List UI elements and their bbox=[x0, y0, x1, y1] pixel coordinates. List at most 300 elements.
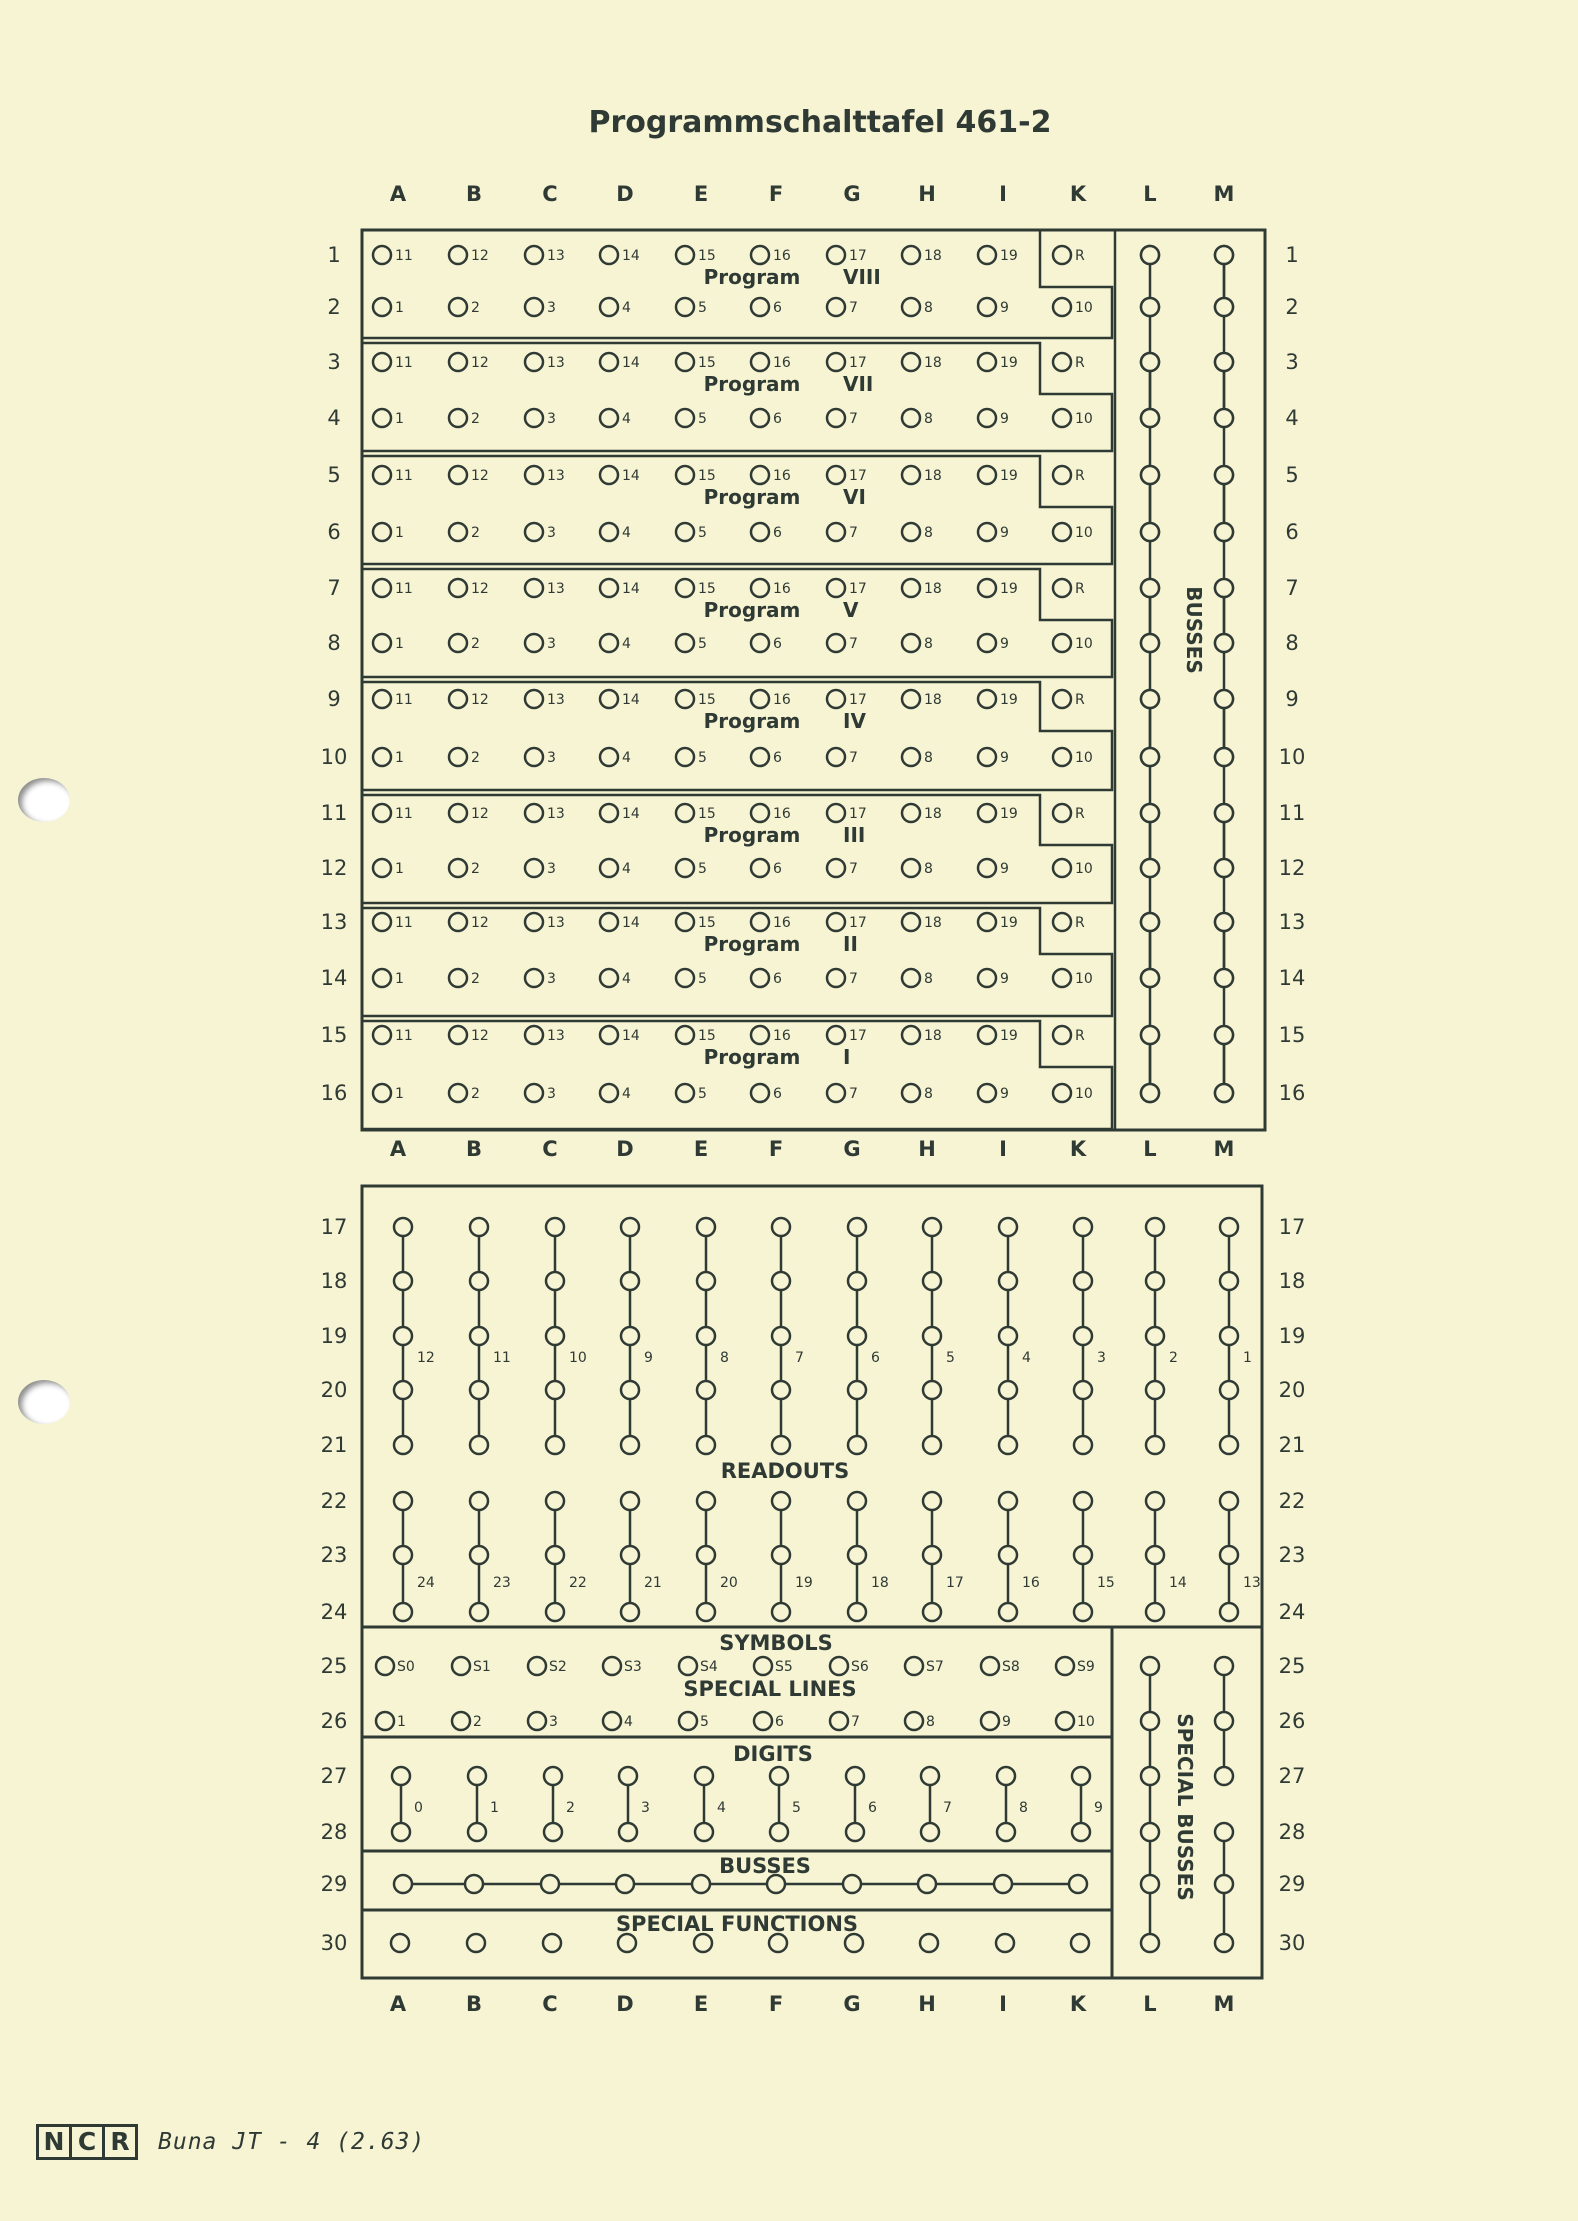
busses-vertical-label: BUSSES bbox=[1182, 586, 1206, 674]
program-hub-label: 11 bbox=[395, 355, 413, 371]
program-hub-label: 9 bbox=[1000, 1086, 1009, 1102]
bus-hub bbox=[1141, 523, 1159, 541]
readout-hub bbox=[923, 1546, 941, 1564]
program-hub bbox=[978, 523, 996, 541]
program-hub-label: 9 bbox=[1000, 525, 1009, 541]
program-hub-label: 6 bbox=[773, 636, 782, 652]
readout-hub bbox=[772, 1327, 790, 1345]
readout-hub bbox=[621, 1218, 639, 1236]
bus-row-hub bbox=[692, 1875, 710, 1893]
program-hub-label: 14 bbox=[622, 692, 640, 708]
readout-number: 4 bbox=[1022, 1350, 1031, 1366]
program-hub-label: 11 bbox=[395, 1028, 413, 1044]
readout-number: 11 bbox=[493, 1350, 511, 1366]
program-numeral: VI bbox=[843, 485, 866, 509]
program-hub-label: 15 bbox=[698, 355, 716, 371]
special-line-hub-label: 3 bbox=[549, 1714, 558, 1730]
program-hub-label: 18 bbox=[924, 1028, 942, 1044]
program-numeral: I bbox=[843, 1045, 851, 1069]
program-hub bbox=[827, 246, 845, 264]
special-line-hub-label: 2 bbox=[473, 1714, 482, 1730]
column-letter: B bbox=[465, 182, 483, 206]
program-hub-label: 4 bbox=[622, 1086, 631, 1102]
program-hub-label: 8 bbox=[924, 300, 933, 316]
special-bus-hub bbox=[1141, 1657, 1159, 1675]
row-number-right: 30 bbox=[1278, 1931, 1306, 1955]
program-hub-label: 17 bbox=[849, 692, 867, 708]
digit-hub bbox=[1072, 1767, 1090, 1785]
bus-hub bbox=[1215, 690, 1233, 708]
row-number-left: 7 bbox=[327, 576, 341, 600]
program-hub-label: 3 bbox=[547, 861, 556, 877]
readout-hub bbox=[1074, 1492, 1092, 1510]
row-number-right: 23 bbox=[1278, 1543, 1306, 1567]
row-number-right: 11 bbox=[1278, 801, 1306, 825]
program-hub-label: 12 bbox=[471, 581, 489, 597]
program-hub-label: 18 bbox=[924, 468, 942, 484]
program-hub bbox=[902, 1084, 920, 1102]
readout-number: 5 bbox=[946, 1350, 955, 1366]
readout-hub bbox=[394, 1546, 412, 1564]
readout-hub bbox=[621, 1492, 639, 1510]
program-hub-label: 7 bbox=[849, 300, 858, 316]
readout-hub bbox=[470, 1327, 488, 1345]
special-functions-label: SPECIAL FUNCTIONS bbox=[615, 1912, 859, 1936]
program-numeral: III bbox=[843, 823, 866, 847]
program-hub bbox=[373, 969, 391, 987]
readout-number: 7 bbox=[795, 1350, 804, 1366]
readout-number: 20 bbox=[720, 1575, 738, 1591]
readout-hub bbox=[394, 1603, 412, 1621]
program-hub bbox=[676, 748, 694, 766]
row-number-left: 8 bbox=[327, 631, 341, 655]
program-hub bbox=[600, 634, 618, 652]
program-hub bbox=[600, 804, 618, 822]
digit-hub bbox=[619, 1767, 637, 1785]
row-number-left: 10 bbox=[320, 745, 348, 769]
program-hub-label: 12 bbox=[471, 248, 489, 264]
readout-hub bbox=[394, 1327, 412, 1345]
readout-hub bbox=[772, 1218, 790, 1236]
readout-hub bbox=[470, 1546, 488, 1564]
digit-number: 5 bbox=[792, 1800, 801, 1816]
readout-hub bbox=[546, 1492, 564, 1510]
readout-hub bbox=[470, 1492, 488, 1510]
row-number-right: 26 bbox=[1278, 1709, 1306, 1733]
special-line-hub bbox=[452, 1712, 470, 1730]
bus-hub bbox=[1141, 1026, 1159, 1044]
special-function-hub bbox=[1071, 1934, 1089, 1952]
program-hub-label: 16 bbox=[773, 355, 791, 371]
readout-number: 16 bbox=[1022, 1575, 1040, 1591]
bus-row-hub bbox=[1069, 1875, 1087, 1893]
special-line-hub-label: 4 bbox=[624, 1714, 633, 1730]
program-hub-label: 5 bbox=[698, 750, 707, 766]
program-hub bbox=[449, 579, 467, 597]
digit-number: 2 bbox=[566, 1800, 575, 1816]
column-letter: E bbox=[693, 1137, 709, 1161]
program-hub bbox=[525, 409, 543, 427]
program-hub bbox=[902, 298, 920, 316]
special-bus-hub bbox=[1141, 1767, 1159, 1785]
page-title: Programmschalttafel 461-2 bbox=[588, 105, 1052, 140]
readout-hub bbox=[848, 1381, 866, 1399]
program-hub bbox=[751, 634, 769, 652]
readout-hub bbox=[470, 1436, 488, 1454]
column-letter: M bbox=[1213, 1992, 1235, 2016]
program-word: Program bbox=[703, 1045, 801, 1069]
readout-hub bbox=[697, 1546, 715, 1564]
program-hub bbox=[525, 1084, 543, 1102]
readout-hub bbox=[546, 1272, 564, 1290]
program-hub bbox=[676, 804, 694, 822]
program-hub-label: 9 bbox=[1000, 861, 1009, 877]
program-hub-label: 8 bbox=[924, 971, 933, 987]
bus-hub bbox=[1141, 913, 1159, 931]
row-number-left: 14 bbox=[320, 966, 348, 990]
program-hub bbox=[751, 298, 769, 316]
bus-hub bbox=[1141, 466, 1159, 484]
digit-number: 6 bbox=[868, 1800, 877, 1816]
program-hub bbox=[525, 634, 543, 652]
symbol-hub-label: S8 bbox=[1002, 1659, 1020, 1675]
digit-hub bbox=[997, 1823, 1015, 1841]
digit-hub bbox=[695, 1767, 713, 1785]
row-number-right: 13 bbox=[1278, 910, 1306, 934]
program-hub bbox=[827, 1084, 845, 1102]
readout-hub bbox=[697, 1327, 715, 1345]
readout-hub bbox=[999, 1492, 1017, 1510]
program-hub bbox=[525, 748, 543, 766]
program-hub-label: 5 bbox=[698, 525, 707, 541]
program-hub bbox=[978, 579, 996, 597]
readout-hub bbox=[1146, 1546, 1164, 1564]
program-hub-label: R bbox=[1075, 915, 1085, 931]
program-hub bbox=[978, 246, 996, 264]
program-word: Program bbox=[703, 932, 801, 956]
readout-number: 3 bbox=[1097, 1350, 1106, 1366]
digit-number: 1 bbox=[490, 1800, 499, 1816]
readout-hub bbox=[1220, 1218, 1238, 1236]
program-hub bbox=[978, 1084, 996, 1102]
bus-hub bbox=[1215, 804, 1233, 822]
column-letter: F bbox=[768, 182, 784, 206]
program-hub bbox=[373, 859, 391, 877]
program-hub bbox=[373, 1026, 391, 1044]
digit-hub bbox=[619, 1823, 637, 1841]
footer-form-code: Buna JT - 4 (2.63) bbox=[158, 2129, 426, 2155]
program-hub-label: 19 bbox=[1000, 581, 1018, 597]
program-hub-label: 10 bbox=[1075, 861, 1093, 877]
readout-hub bbox=[999, 1218, 1017, 1236]
special-bus-hub bbox=[1215, 1712, 1233, 1730]
program-hub-label: 6 bbox=[773, 861, 782, 877]
readout-hub bbox=[1220, 1603, 1238, 1621]
digit-number: 4 bbox=[717, 1800, 726, 1816]
program-hub-label: 11 bbox=[395, 692, 413, 708]
column-letter: D bbox=[616, 1992, 634, 2016]
digit-hub bbox=[544, 1823, 562, 1841]
program-hub bbox=[1053, 246, 1071, 264]
special-bus-hub bbox=[1215, 1657, 1233, 1675]
program-hub-label: 7 bbox=[849, 411, 858, 427]
bus-row-hub bbox=[994, 1875, 1012, 1893]
symbol-hub-label: S9 bbox=[1077, 1659, 1095, 1675]
row-number-left: 3 bbox=[327, 350, 341, 374]
readout-hub bbox=[923, 1327, 941, 1345]
program-hub bbox=[978, 969, 996, 987]
special-function-hub bbox=[618, 1934, 636, 1952]
readout-hub bbox=[546, 1546, 564, 1564]
program-hub bbox=[676, 913, 694, 931]
program-hub-label: 4 bbox=[622, 971, 631, 987]
program-hub bbox=[1053, 523, 1071, 541]
readout-number: 24 bbox=[417, 1575, 435, 1591]
symbol-hub bbox=[1056, 1657, 1074, 1675]
row-number-left: 17 bbox=[320, 1215, 348, 1239]
row-number-left: 15 bbox=[320, 1023, 348, 1047]
digit-hub bbox=[770, 1823, 788, 1841]
program-hub bbox=[449, 1026, 467, 1044]
readout-hub bbox=[394, 1218, 412, 1236]
bus-hub bbox=[1141, 353, 1159, 371]
bus-row-hub bbox=[616, 1875, 634, 1893]
symbol-hub bbox=[603, 1657, 621, 1675]
row-number-right: 5 bbox=[1285, 463, 1299, 487]
readout-hub bbox=[1220, 1381, 1238, 1399]
digit-hub bbox=[1072, 1823, 1090, 1841]
program-hub bbox=[902, 690, 920, 708]
row-number-left: 1 bbox=[327, 243, 341, 267]
program-word: Program bbox=[703, 709, 801, 733]
program-hub bbox=[827, 579, 845, 597]
program-hub bbox=[600, 913, 618, 931]
readout-hub bbox=[772, 1436, 790, 1454]
readout-hub bbox=[621, 1272, 639, 1290]
program-hub bbox=[449, 409, 467, 427]
row-number-left: 2 bbox=[327, 295, 341, 319]
symbol-hub-label: S3 bbox=[624, 1659, 642, 1675]
digit-hub bbox=[846, 1823, 864, 1841]
digit-hub bbox=[392, 1767, 410, 1785]
readout-hub bbox=[999, 1436, 1017, 1454]
special-line-hub bbox=[1056, 1712, 1074, 1730]
readout-hub bbox=[697, 1272, 715, 1290]
readout-hub bbox=[1220, 1327, 1238, 1345]
bus-hub bbox=[1215, 579, 1233, 597]
bus-hub bbox=[1215, 353, 1233, 371]
program-hub-label: 1 bbox=[395, 411, 404, 427]
program-hub-label: 19 bbox=[1000, 248, 1018, 264]
program-hub-label: 8 bbox=[924, 861, 933, 877]
column-letter: M bbox=[1213, 182, 1235, 206]
program-hub bbox=[449, 748, 467, 766]
row-number-right: 22 bbox=[1278, 1489, 1306, 1513]
punch-hole-lower bbox=[18, 1380, 70, 1424]
symbol-hub bbox=[905, 1657, 923, 1675]
program-hub-label: 17 bbox=[849, 581, 867, 597]
program-hub-label: 8 bbox=[924, 1086, 933, 1102]
digit-number: 8 bbox=[1019, 1800, 1028, 1816]
program-hub bbox=[827, 804, 845, 822]
program-hub bbox=[902, 634, 920, 652]
row-number-right: 19 bbox=[1278, 1324, 1306, 1348]
program-hub-label: 16 bbox=[773, 1028, 791, 1044]
program-hub bbox=[676, 859, 694, 877]
program-hub bbox=[751, 353, 769, 371]
special-line-hub bbox=[376, 1712, 394, 1730]
symbols-label: SYMBOLS bbox=[719, 1631, 833, 1655]
program-hub-label: 6 bbox=[773, 971, 782, 987]
program-hub bbox=[676, 690, 694, 708]
digit-number: 0 bbox=[414, 1800, 423, 1816]
program-hub bbox=[751, 579, 769, 597]
program-hub-label: 5 bbox=[698, 300, 707, 316]
special-line-hub bbox=[905, 1712, 923, 1730]
program-hub bbox=[525, 246, 543, 264]
program-hub-label: 9 bbox=[1000, 300, 1009, 316]
program-hub-label: 2 bbox=[471, 971, 480, 987]
symbol-hub-label: S0 bbox=[397, 1659, 415, 1675]
program-hub bbox=[676, 523, 694, 541]
program-hub-label: 2 bbox=[471, 411, 480, 427]
bus-row-hub bbox=[465, 1875, 483, 1893]
program-hub bbox=[1053, 913, 1071, 931]
program-hub-label: 7 bbox=[849, 861, 858, 877]
row-number-left: 25 bbox=[320, 1654, 348, 1678]
program-hub-label: 11 bbox=[395, 915, 413, 931]
program-hub-label: 10 bbox=[1075, 411, 1093, 427]
row-number-left: 4 bbox=[327, 406, 341, 430]
program-hub bbox=[676, 466, 694, 484]
program-numeral: V bbox=[843, 598, 859, 622]
program-hub bbox=[373, 634, 391, 652]
column-letter: L bbox=[1143, 1992, 1157, 2016]
program-hub bbox=[902, 748, 920, 766]
row-number-left: 5 bbox=[327, 463, 341, 487]
program-hub bbox=[525, 466, 543, 484]
program-hub-label: 1 bbox=[395, 861, 404, 877]
row-number-right: 28 bbox=[1278, 1820, 1306, 1844]
program-hub bbox=[600, 748, 618, 766]
column-letter: H bbox=[918, 1992, 936, 2016]
column-letter: H bbox=[918, 1137, 936, 1161]
program-hub bbox=[751, 246, 769, 264]
special-bus-hub bbox=[1215, 1934, 1233, 1952]
readout-number: 15 bbox=[1097, 1575, 1115, 1591]
program-hub bbox=[525, 969, 543, 987]
symbol-hub-label: S2 bbox=[549, 1659, 567, 1675]
program-hub-label: 19 bbox=[1000, 915, 1018, 931]
program-hub bbox=[525, 690, 543, 708]
readout-hub bbox=[848, 1327, 866, 1345]
program-numeral: IV bbox=[843, 709, 866, 733]
readout-number: 2 bbox=[1169, 1350, 1178, 1366]
readout-hub bbox=[546, 1436, 564, 1454]
program-hub-label: 7 bbox=[849, 971, 858, 987]
digit-hub bbox=[468, 1767, 486, 1785]
program-hub-label: 3 bbox=[547, 750, 556, 766]
row-number-right: 20 bbox=[1278, 1378, 1306, 1402]
readout-hub bbox=[470, 1272, 488, 1290]
program-hub bbox=[902, 804, 920, 822]
readout-hub bbox=[848, 1272, 866, 1290]
readout-hub bbox=[999, 1603, 1017, 1621]
program-hub bbox=[751, 523, 769, 541]
program-hub-label: 18 bbox=[924, 692, 942, 708]
program-hub-label: 15 bbox=[698, 468, 716, 484]
readout-hub bbox=[772, 1492, 790, 1510]
column-letter: E bbox=[693, 1992, 709, 2016]
program-hub bbox=[1053, 409, 1071, 427]
program-hub-label: R bbox=[1075, 248, 1085, 264]
special-line-hub-label: 1 bbox=[397, 1714, 406, 1730]
program-hub bbox=[978, 859, 996, 877]
column-letter: A bbox=[389, 1992, 407, 2016]
row-number-left: 23 bbox=[320, 1543, 348, 1567]
program-hub bbox=[676, 579, 694, 597]
program-hub bbox=[751, 859, 769, 877]
readout-hub bbox=[546, 1603, 564, 1621]
program-hub bbox=[373, 523, 391, 541]
program-hub bbox=[449, 804, 467, 822]
row-number-right: 17 bbox=[1278, 1215, 1306, 1239]
program-hub-label: 15 bbox=[698, 692, 716, 708]
row-number-right: 12 bbox=[1278, 856, 1306, 880]
program-word: Program bbox=[703, 823, 801, 847]
special-line-hub bbox=[603, 1712, 621, 1730]
program-hub bbox=[902, 969, 920, 987]
column-letter: M bbox=[1213, 1137, 1235, 1161]
program-hub-label: 13 bbox=[547, 1028, 565, 1044]
row-number-right: 2 bbox=[1285, 295, 1299, 319]
program-hub bbox=[827, 1026, 845, 1044]
row-number-right: 6 bbox=[1285, 520, 1299, 544]
readout-number: 21 bbox=[644, 1575, 662, 1591]
program-hub-label: 1 bbox=[395, 636, 404, 652]
program-hub bbox=[600, 1026, 618, 1044]
readout-hub bbox=[848, 1492, 866, 1510]
readout-hub bbox=[394, 1381, 412, 1399]
row-number-left: 20 bbox=[320, 1378, 348, 1402]
program-hub bbox=[373, 353, 391, 371]
program-hub-label: 6 bbox=[773, 411, 782, 427]
program-hub-label: 13 bbox=[547, 581, 565, 597]
readout-hub bbox=[772, 1272, 790, 1290]
readout-number: 19 bbox=[795, 1575, 813, 1591]
program-hub-label: 7 bbox=[849, 525, 858, 541]
program-hub-label: R bbox=[1075, 806, 1085, 822]
program-hub-label: 18 bbox=[924, 355, 942, 371]
readout-hub bbox=[848, 1603, 866, 1621]
column-letter: C bbox=[542, 182, 558, 206]
symbol-hub bbox=[679, 1657, 697, 1675]
program-hub-label: 9 bbox=[1000, 636, 1009, 652]
row-number-left: 12 bbox=[320, 856, 348, 880]
readout-hub bbox=[394, 1436, 412, 1454]
column-letter: F bbox=[768, 1992, 784, 2016]
row-number-left: 9 bbox=[327, 687, 341, 711]
program-hub bbox=[902, 353, 920, 371]
symbol-hub-label: S7 bbox=[926, 1659, 944, 1675]
program-hub-label: 10 bbox=[1075, 971, 1093, 987]
readout-hub bbox=[848, 1218, 866, 1236]
program-hub bbox=[449, 246, 467, 264]
program-hub bbox=[525, 523, 543, 541]
readout-hub bbox=[848, 1436, 866, 1454]
program-hub bbox=[902, 913, 920, 931]
row-number-left: 11 bbox=[320, 801, 348, 825]
